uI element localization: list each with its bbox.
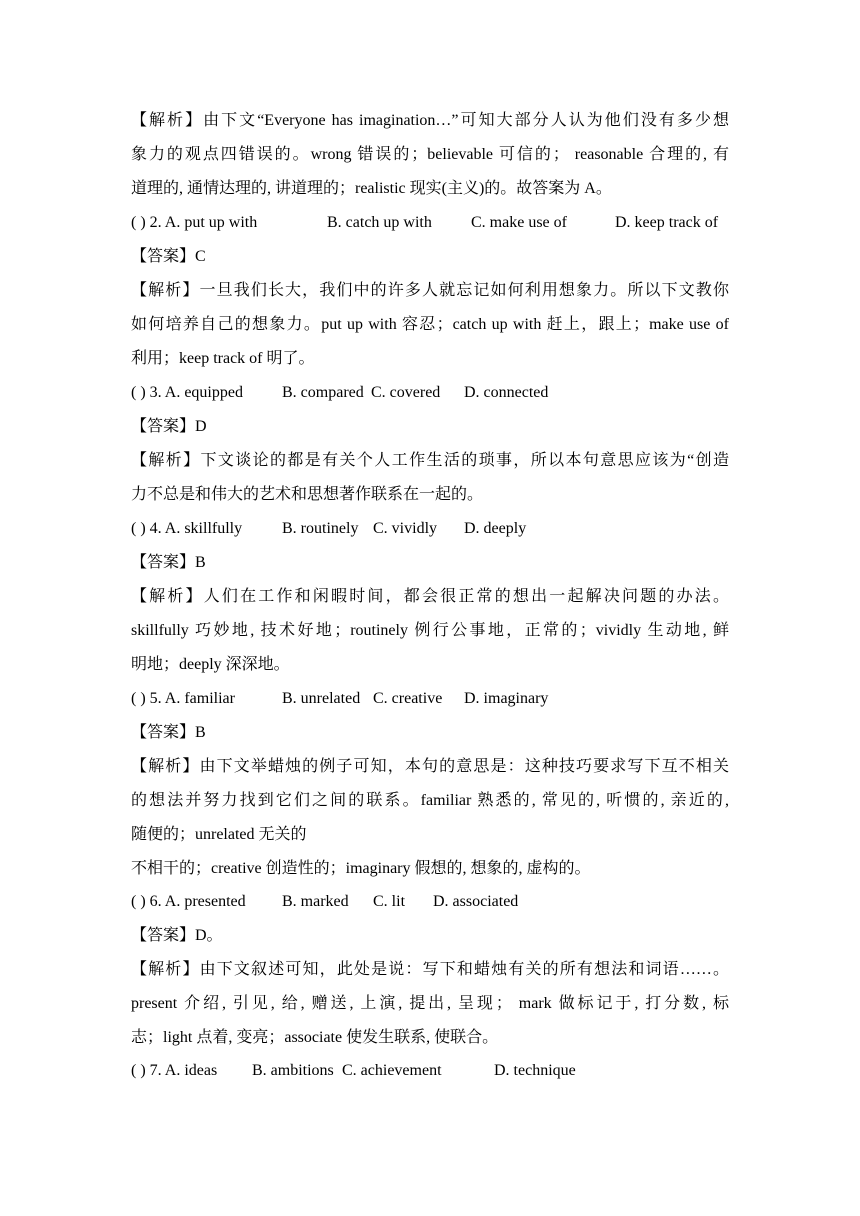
question-option-c: C. creative bbox=[373, 690, 443, 707]
explanation-line: 道理的, 通情达理的, 讲道理的；realistic 现实(主义)的。故答案为 A。 bbox=[131, 180, 612, 197]
question-option-c: C. vividly bbox=[373, 520, 438, 537]
question-option-c: C. achievement bbox=[342, 1062, 442, 1079]
explanation-line: 志；light 点着, 变亮；associate 使发生联系, 使联合。 bbox=[131, 1029, 499, 1046]
answer-line: 【答案】D bbox=[131, 418, 207, 435]
answer-line: 【答案】C bbox=[131, 248, 206, 265]
question-option-b: B. marked bbox=[282, 893, 349, 910]
explanation-line: 象力的观点四错误的。wrong 错误的；believable 可信的； reasonable 合理的, 有 bbox=[131, 146, 729, 163]
explanation-line: 【解析】由下文叙述可知，此处是说：写下和蜡烛有关的所有想法和词语……。 bbox=[131, 961, 729, 978]
question-option-c: C. make use of bbox=[471, 214, 567, 231]
question-option-b: B. ambitions bbox=[252, 1062, 334, 1079]
explanation-line: 【解析】由下文举蜡烛的例子可知，本句的意思是：这种技巧要求写下互不相关 bbox=[131, 758, 729, 775]
question-option-b: B. catch up with bbox=[327, 214, 432, 231]
question-option-d: D. keep track of bbox=[615, 214, 719, 231]
question-option-a: ( ) 6. A. presented bbox=[131, 893, 246, 910]
question-option-d: D. deeply bbox=[464, 520, 527, 537]
explanation-line: present 介绍, 引见, 给, 赠送, 上演, 提出, 呈现； mark 做标记于, 打分数, 标 bbox=[131, 995, 729, 1012]
explanation-line: 的想法并努力找到它们之间的联系。familiar 熟悉的, 常见的, 听惯的, 亲近的, bbox=[131, 792, 729, 809]
explanation-line: 随便的；unrelated 无关的 bbox=[131, 826, 307, 843]
explanation-line: 如何培养自己的想象力。put up with 容忍；catch up with 赶上，跟上；make use of bbox=[131, 316, 729, 333]
explanation-line: 利用；keep track of 明了。 bbox=[131, 350, 315, 367]
explanation-line: 【解析】一旦我们长大，我们中的许多人就忘记如何利用想象力。所以下文教你 bbox=[131, 282, 729, 299]
question-option-a: ( ) 2. A. put up with bbox=[131, 214, 258, 231]
question-option-a: ( ) 3. A. equipped bbox=[131, 384, 243, 401]
question-option-c: C. lit bbox=[373, 893, 406, 910]
question-option-d: D. technique bbox=[494, 1062, 576, 1079]
question-option-a: ( ) 5. A. familiar bbox=[131, 690, 235, 707]
explanation-line: 【解析】由下文“Everyone has imagination…”可知大部分人认为他们没有多少想 bbox=[131, 112, 729, 129]
explanation-line: 【解析】人们在工作和闲暇时间，都会很正常的想出一起解决问题的办法。 bbox=[131, 588, 729, 605]
explanation-line: skillfully 巧妙地, 技术好地；routinely 例行公事地，正常的；vividly 生动地, 鲜 bbox=[131, 622, 729, 639]
explanation-line: 明地；deeply 深深地。 bbox=[131, 656, 290, 673]
question-option-d: D. imaginary bbox=[464, 690, 549, 707]
explanation-line: 不相干的；creative 创造性的；imaginary 假想的, 想象的, 虚构的。 bbox=[131, 860, 591, 877]
answer-line: 【答案】B bbox=[131, 554, 206, 571]
answer-line: 【答案】D。 bbox=[131, 927, 223, 944]
question-option-d: D. associated bbox=[433, 893, 519, 910]
question-option-a: ( ) 7. A. ideas bbox=[131, 1062, 218, 1079]
question-option-a: ( ) 4. A. skillfully bbox=[131, 520, 243, 537]
explanation-line: 力不总是和伟大的艺术和思想著作联系在一起的。 bbox=[131, 486, 484, 503]
question-option-c: C. covered bbox=[371, 384, 441, 401]
explanation-line: 【解析】下文谈论的都是有关个人工作生活的琐事，所以本句意思应该为“创造 bbox=[131, 452, 729, 469]
question-option-b: B. compared bbox=[282, 384, 364, 401]
question-option-d: D. connected bbox=[464, 384, 549, 401]
question-option-b: B. routinely bbox=[282, 520, 359, 537]
question-option-b: B. unrelated bbox=[282, 690, 361, 707]
answer-line: 【答案】B bbox=[131, 724, 206, 741]
